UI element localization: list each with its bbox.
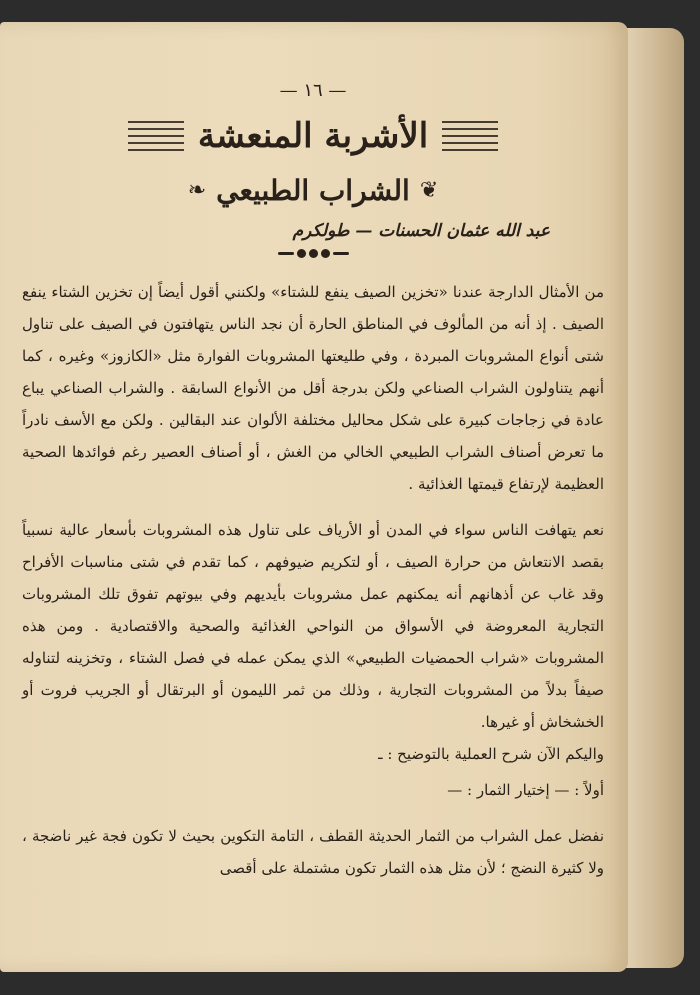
lead-in-line: واليكم الآن شرح العملية بالتوضيح : ـ [378,745,604,763]
author-byline: عبد الله عثمان الحسنات — طولكرم [292,221,550,241]
divider-dot [309,249,318,258]
paragraph-2: نعم يتهافت الناس سواء في المدن أو الأرياف على تناول هذه المشروبات بأسعار عالية نسبياً بقصد الانتعاش من حرارة الصيف ، أو لتكريم ضيوفهم ، كما تقدم في شتى مناسبات الأفراح وقد غاب عن أذهانهم أنه يمكنهم عمل مشروبات بأيديهم وفي بيوتهم تفوق تلك المشروبات التجارية المعروضة في الأسواق من النواحي الغذائية والصحية والاقتصادية . ومن هذه المشروبات «شراب الحمضيات الطبيعي» الذي يمكن عمله في فصل الشتاء ، وتخزينه لتناوله صيفاً بدلاً من المشروبات التجارية ، وذلك من ثمر الليمون أو البرتقال أو الجريب فروت أو الخشخاش أو غيرها. [22,521,604,731]
section-heading: أولاً : — إختيار الثمار : — [447,781,604,799]
divider-bar [333,252,349,255]
subtitle-row [22,167,604,213]
page-content [22,80,604,898]
divider-dot [297,249,306,258]
divider-bar [278,252,294,255]
title-ornament-left [128,121,184,151]
title-ornament-right [442,121,498,151]
page-number: — ١٦ — [279,80,347,101]
paragraph-3: نفضل عمل الشراب من الثمار الحديثة القطف ، التامة التكوين بحيث لا تكون فجة غير ناضجة ، ولا كثيرة النضج ؛ لأن مثل هذه الثمار تكون مشتملة على أقصى [22,827,604,877]
section-divider [22,249,604,258]
page-subtitle: الشراب الطبيعي [216,173,410,207]
title-row [22,105,604,167]
page-title: الأشربة المنعشة [197,116,429,156]
flourish-right-icon: ❦ [419,177,439,203]
divider-dot [321,249,330,258]
paragraph-1: من الأمثال الدارجة عندنا «تخزين الصيف ينفع للشتاء» ولكنني أقول أيضاً إن تخزين الشتاء ينفع الصيف . إذ أنه من المألوف في المناطق الحارة أن نجد الناس يتهافتون في الصيف على تناول شتى أنواع المشروبات المبردة ، وفي طليعتها المشروبات الفوارة مثل «الكازوز» وغيره ، كما أنهم يتناولون الشراب الصناعي ولكن بدرجة أقل من الأنواع السابقة . والشراب الصناعي يباع عادة في زجاجات كبيرة على شكل محاليل مختلفة الألوان عند البقالين . ولكن مع الأسف نادراً ما تعرض أصناف الشراب الطبيعي الخالي من الغش ، أو أصناف العصير رغم فوائدها الصحية العظيمة لإرتفاع قيمتها الغذائية . [22,283,604,493]
flourish-left-icon: ❧ [187,177,207,203]
